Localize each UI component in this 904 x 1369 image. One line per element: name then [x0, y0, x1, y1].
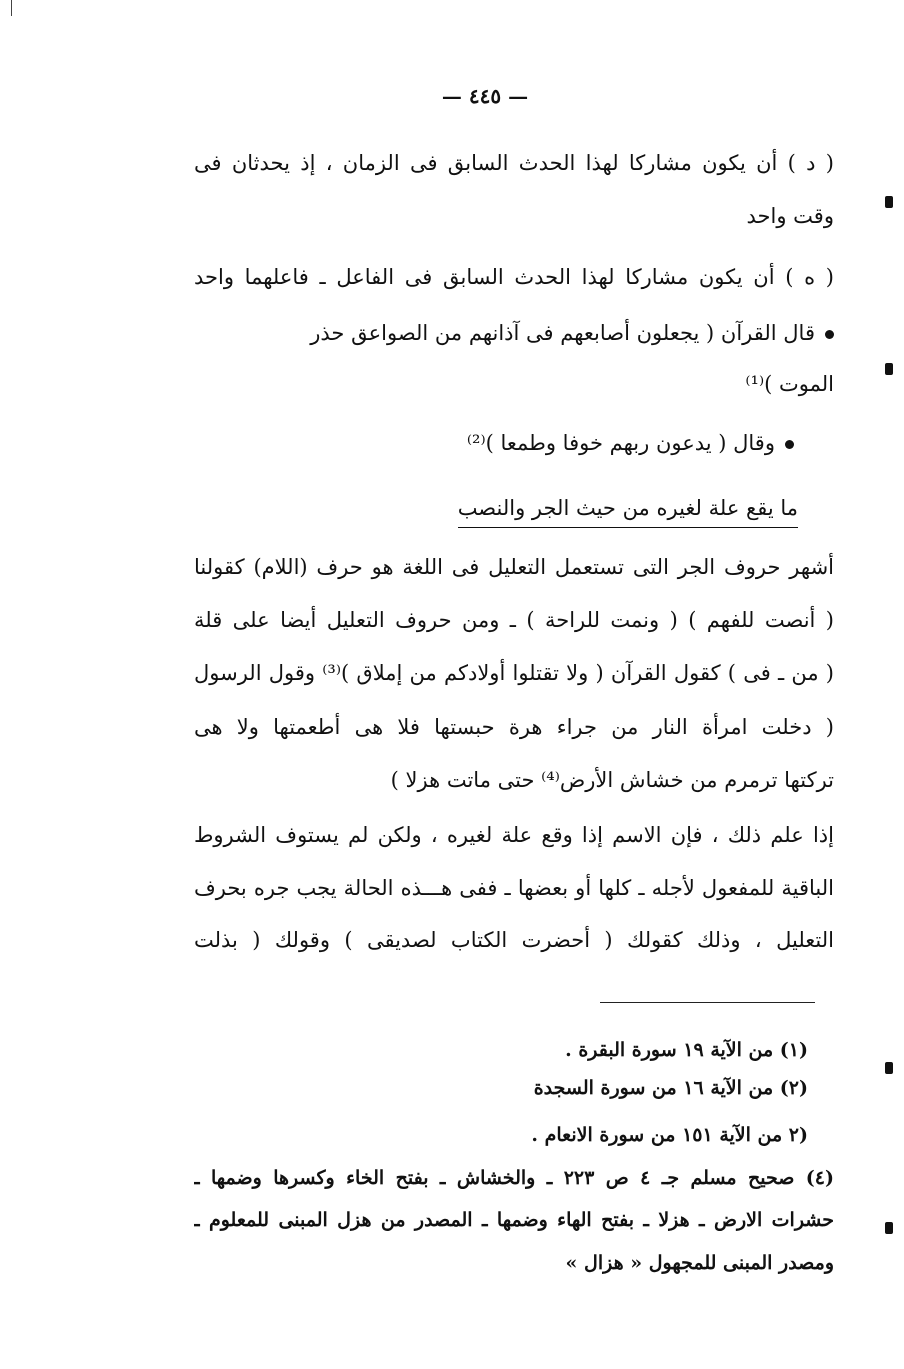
paragraph-line-5: تركتها ترمرم من خشاش الأرض⁽⁴⁾ حتى ماتت هزلا ) [390, 768, 834, 792]
quote-text-1: قال القرآن ( يجعلون أصابعهم فى آذانهم من الصواعق حذر [310, 321, 815, 345]
paragraph-line-7: الباقية للمفعول لأجله ـ كلها أو بعضها ـ ففى هـــذه الحالة يجب جره بحرف [194, 876, 834, 900]
binding-mark [885, 1062, 893, 1074]
text-line-d1: ( د ) أن يكون مشاركا لهذا الحدث السابق فى الزمان ، إذ يحدثان فى [194, 151, 834, 175]
footnote-2: (٢) من الآية ١٦ من سورة السجدة [533, 1077, 808, 1099]
footnote-1: (١) من الآية ١٩ سورة البقرة . [565, 1039, 808, 1061]
text-line-d2: وقت واحد [746, 204, 834, 228]
footnote-6: ومصدر المبنى للمجهول « هزال » [565, 1252, 834, 1274]
binding-mark [885, 363, 893, 375]
quote-line-3 [194, 426, 794, 462]
bullet-icon [825, 330, 834, 339]
scan-mark [11, 0, 12, 16]
paragraph-line-4: ( دخلت امرأة النار من جراء هرة حبستها فلا هى أطعمتها ولا هى [194, 715, 834, 739]
quote-line-2: الموت )⁽¹⁾ [745, 372, 834, 396]
paragraph-line-8: التعليل ، وذلك كقولك ( أحضرت الكتاب لصديقى ) وقولك ( بذلت [194, 928, 834, 952]
footnote-4: (٤) صحيح مسلم جـ ٤ ص ٢٢٣ ـ والخشاش ـ بفتح الخاء وكسرها وضمها ـ [194, 1167, 834, 1189]
paragraph-line-6: إذا علم ذلك ، فإن الاسم إذا وقع علة لغيره ، ولكن لم يستوف الشروط [194, 823, 834, 847]
page-number: — ٤٤٥ — [441, 84, 529, 108]
quote-text-3: وقال ( يدعون ربهم خوفا وطمعا )⁽²⁾ [466, 431, 775, 455]
quote-line-1 [194, 316, 834, 352]
bullet-icon [785, 440, 794, 449]
text-line-h1: ( ه ) أن يكون مشاركا لهذا الحدث السابق فى الفاعل ـ فاعلهما واحد [194, 265, 834, 289]
paragraph-line-2: ( أنصت للفهم ) ( ونمت للراحة ) ـ ومن حروف التعليل أيضا على قلة [194, 608, 834, 632]
footnote-3: (٢ من الآية ١٥١ من سورة الانعام . [531, 1124, 808, 1146]
paragraph-line-1: أشهر حروف الجر التى تستعمل التعليل فى اللغة هو حرف (اللام) كقولنا [194, 555, 834, 579]
footnote-5: حشرات الارض ـ هزلا ـ بفتح الهاء وضمها ـ المصدر من هزل المبنى للمعلوم ـ [194, 1209, 834, 1231]
section-heading: ما يقع علة لغيره من حيث الجر والنصب [458, 491, 798, 528]
binding-mark [885, 1222, 893, 1234]
binding-mark [885, 196, 893, 208]
footnote-separator [600, 1002, 815, 1003]
paragraph-line-3: ( من ـ فى ) كقول القرآن ( ولا تقتلوا أولادكم من إملاق )⁽³⁾ وقول الرسول [194, 661, 834, 685]
